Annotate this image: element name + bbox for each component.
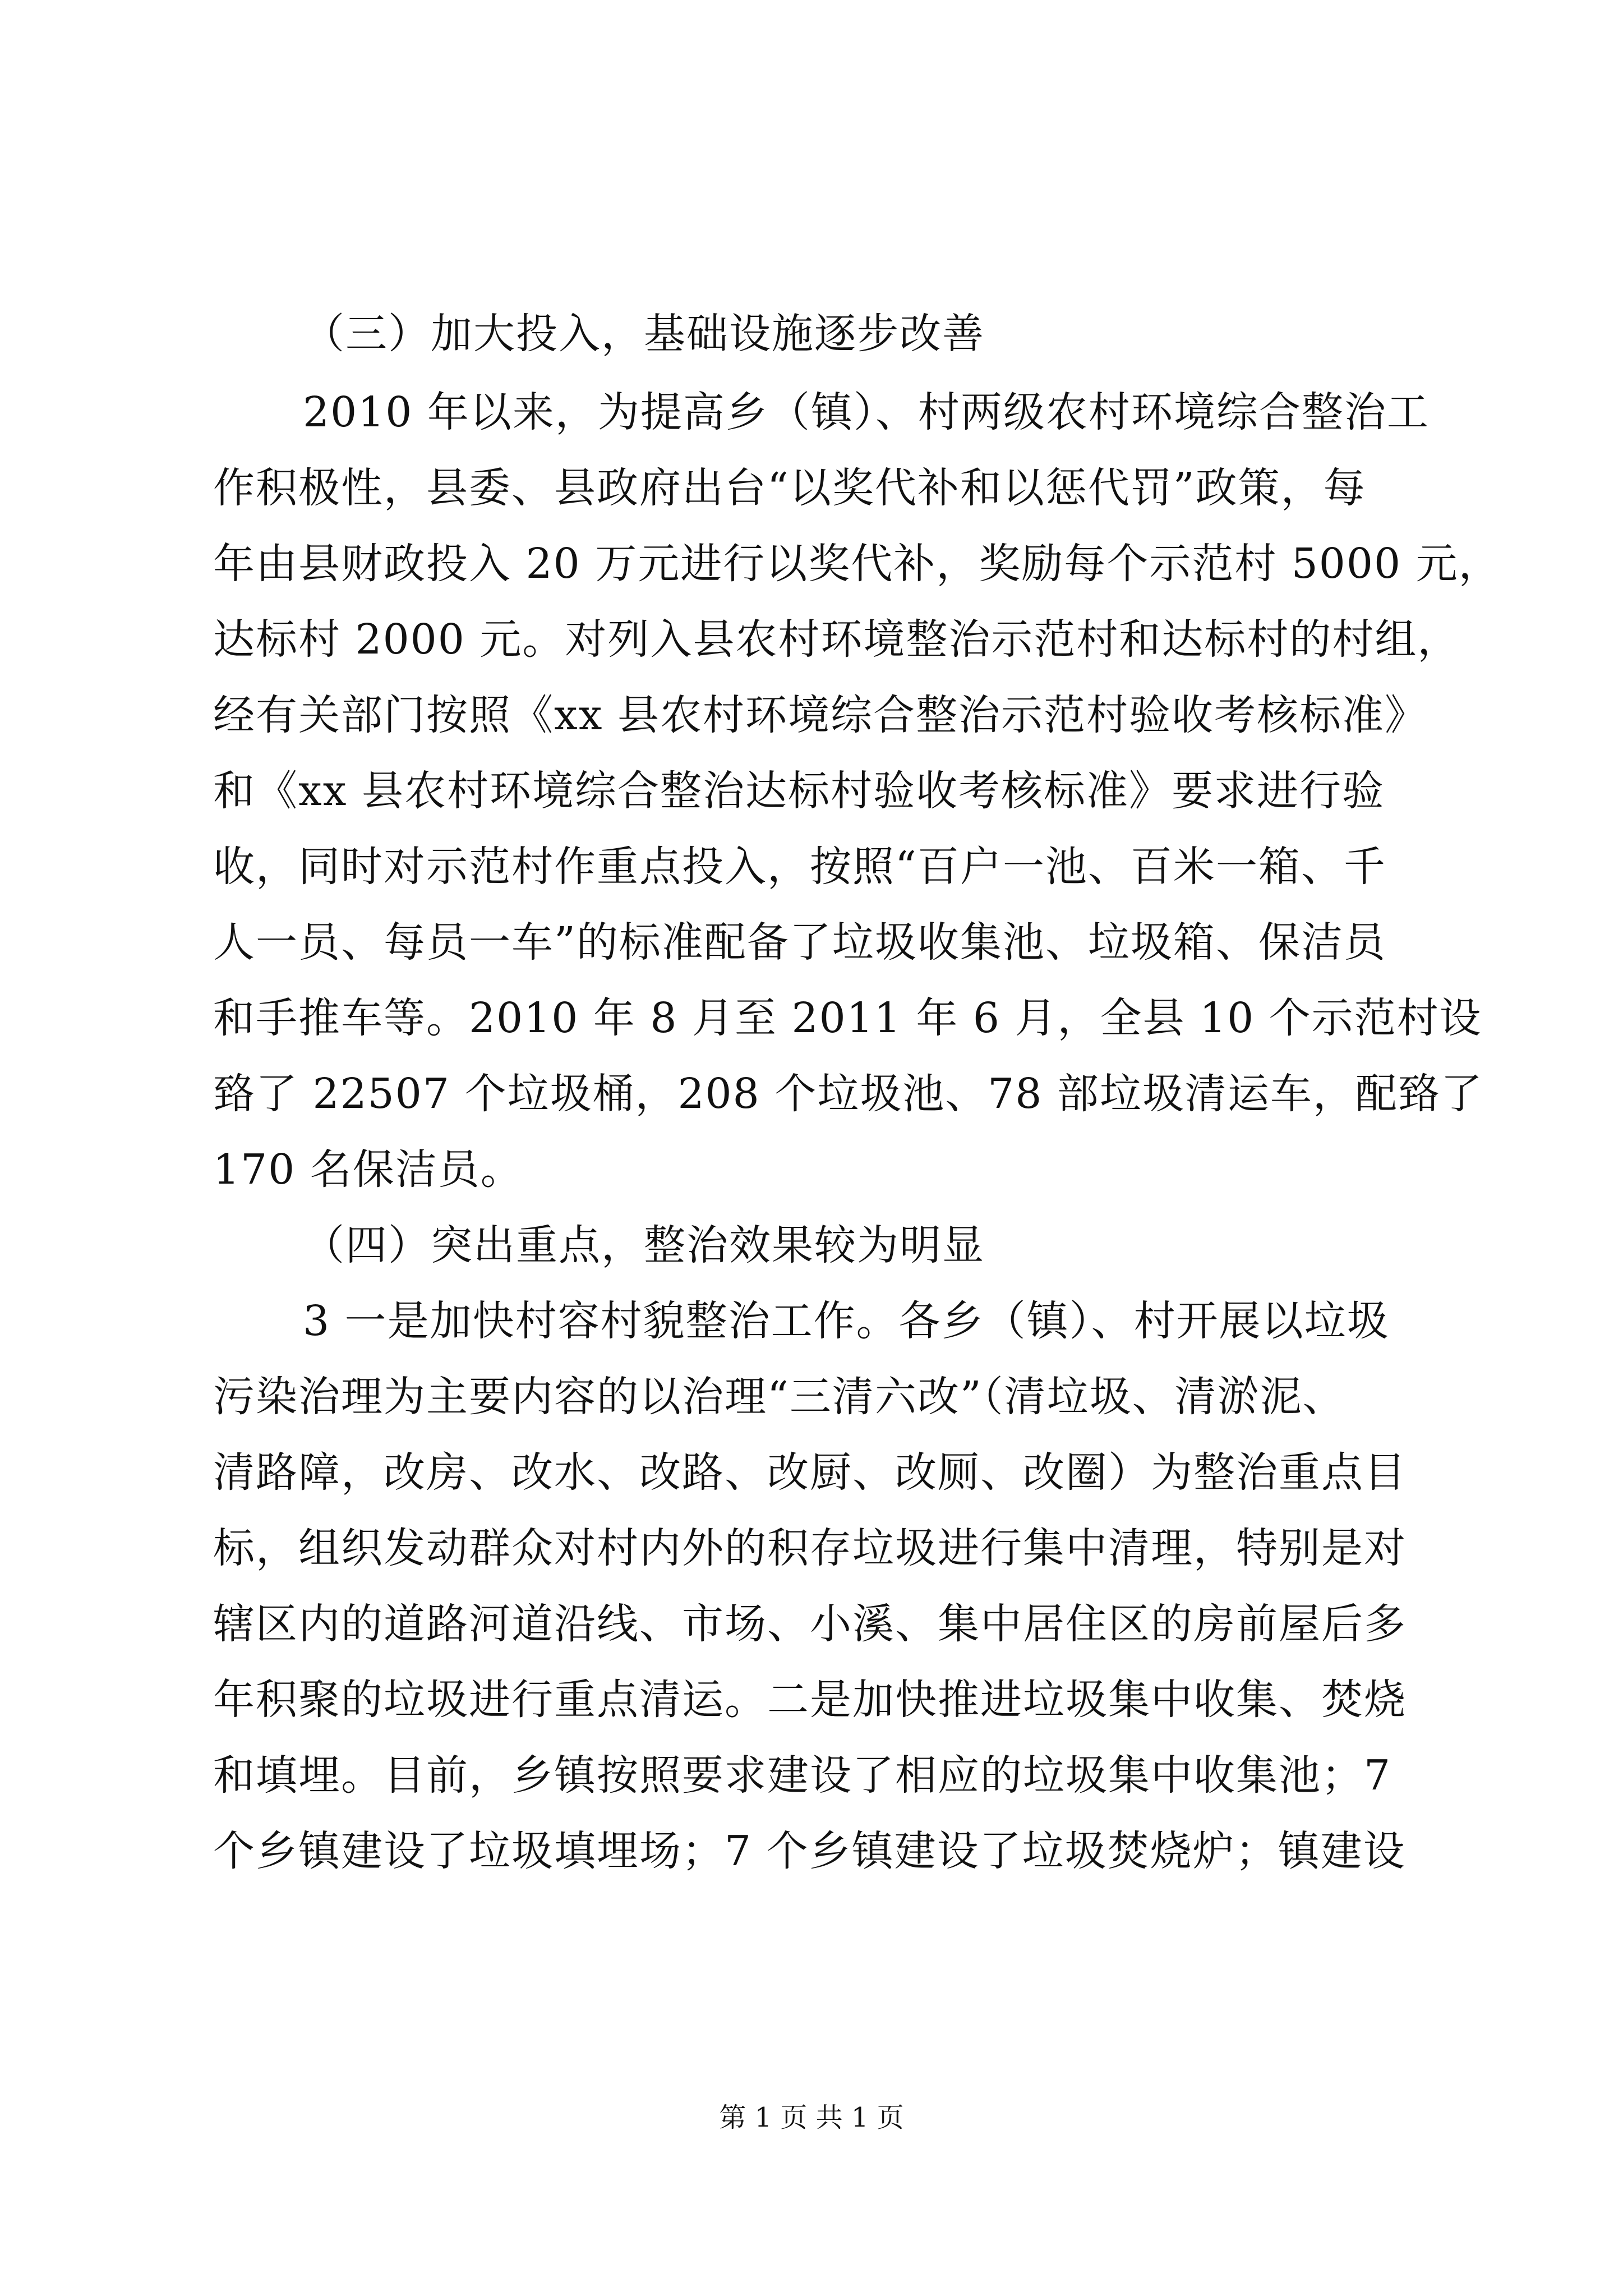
body-line: 污染治理为主要内容的以治理“三清六改”（清垃圾、清淤泥、 [213, 1373, 1345, 1421]
page-footer: 第 1 页 共 1 页 [719, 2102, 904, 2133]
body-line: 经有关部门按照《xx 县农村环境综合整治示范村验收考核标准》 [213, 691, 1427, 739]
body-line: 臵了 22507 个垃圾桶，208 个垃圾池、78 部垃圾清运车，配臵了 [213, 1070, 1483, 1118]
body-line: 和手推车等。2010 年 8 月至 2011 年 6 月，全县 10 个示范村设 [213, 994, 1482, 1042]
section-heading-4: （四）突出重点，整治效果较为明显 [303, 1221, 985, 1269]
body-line: 收，同时对示范村作重点投入，按照“百户一池、百米一箱、千 [213, 843, 1386, 891]
body-line: 作积极性，县委、县政府出台“以奖代补和以惩代罚”政策，每 [213, 464, 1366, 512]
body-line: 达标村 2000 元。对列入县农村环境整治示范村和达标村的村组， [213, 615, 1460, 664]
body-line: 标，组织发动群众对村内外的积存垃圾进行集中清理，特别是对 [213, 1524, 1407, 1572]
body-line: 年积聚的垃圾进行重点清运。二是加快推进垃圾集中收集、焚烧 [213, 1676, 1407, 1724]
body-line: 170 名保洁员。 [213, 1145, 523, 1194]
body-line: 辖区内的道路河道沿线、市场、小溪、集中居住区的房前屋后多 [213, 1600, 1407, 1648]
body-line: 和《xx 县农村环境综合整治达标村验收考核标准》要求进行验 [213, 767, 1385, 815]
body-line: 清路障，改房、改水、改路、改厨、改厕、改圈）为整治重点目 [213, 1448, 1407, 1497]
body-line: 人一员、每员一车”的标准配备了垃圾收集池、垃圾箱、保洁员 [213, 918, 1386, 967]
body-line: 3 一是加快村容村貌整治工作。各乡（镇）、村开展以垃圾 [303, 1297, 1390, 1345]
body-line: 个乡镇建设了垃圾填埋场；7 个乡镇建设了垃圾焚烧炉；镇建设 [213, 1827, 1406, 1875]
body-line: 2010 年以来，为提高乡（镇）、村两级农村环境综合整治工 [303, 388, 1430, 436]
body-line: 年由县财政投入 20 万元进行以奖代补，奖励每个示范村 5000 元， [213, 540, 1501, 588]
section-heading-3: （三）加大投入，基础设施逐步改善 [303, 310, 985, 358]
body-line: 和填埋。目前，乡镇按照要求建设了相应的垃圾集中收集池；7 [213, 1751, 1392, 1800]
